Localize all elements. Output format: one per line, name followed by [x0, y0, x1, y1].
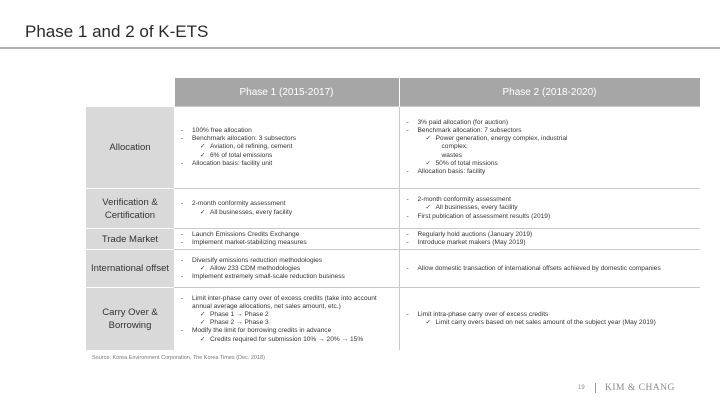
- table-row: [86, 288, 700, 350]
- title-divider: [0, 47, 720, 49]
- list-item: ✓ Aviation, oil refining, cement: [178, 143, 395, 151]
- phase-comparison-table: [86, 78, 701, 350]
- list-item: ✓ Phase 2 → Phase 3: [178, 319, 395, 327]
- header-phase2: Phase 2 (2018-2020): [399, 78, 700, 107]
- bullet-list: [178, 257, 395, 282]
- phase2-cell: [399, 229, 700, 250]
- phase2-cell: [399, 189, 700, 229]
- header-blank: [86, 78, 174, 107]
- list-item: ✓ Phase 1 → Phase 2: [178, 311, 395, 319]
- row-label: International offset: [86, 250, 174, 288]
- bullet-list: [178, 295, 395, 344]
- brand-logo-text: KIM & CHANG: [605, 383, 675, 393]
- list-item: ✓ 6% of total emissions: [178, 152, 395, 160]
- bullet-list: [178, 200, 395, 216]
- page-number: 19: [578, 385, 585, 391]
- phase2-cell: [399, 250, 700, 288]
- list-item: - 100% free allocation: [178, 127, 395, 135]
- list-item: - Introduce market makers (May 2019): [404, 239, 697, 247]
- list-item: - Allow domestic transaction of international offsets achieved by domestic companies: [404, 265, 697, 273]
- list-item: - Benchmark allocation: 7 subsectors: [404, 127, 697, 135]
- list-item: - Allocation basis: facility: [404, 168, 697, 176]
- list-item: ✓ Credits required for submission 10% → 20% → 15%: [178, 336, 395, 344]
- list-item: - 2-month conformity assessment: [178, 200, 395, 208]
- list-item: ✓ All businesses, every facility: [178, 209, 395, 217]
- list-item: wastes: [441, 151, 463, 159]
- table-row: [86, 107, 700, 189]
- list-item: - Launch Emissions Credits Exchange: [178, 231, 395, 239]
- list-item: ✓ 50% of total missions: [404, 160, 697, 168]
- table-body: [86, 107, 700, 350]
- list-item: - Implement market-stabilizing measures: [178, 239, 395, 247]
- list-item: - Limit inter-phase carry over of excess credits (take into account annual average allocations, net sales amount, etc.): [178, 295, 395, 311]
- row-label: Carry Over & Borrowing: [86, 288, 174, 350]
- list-item: - Allocation basis: facility unit: [178, 160, 395, 168]
- phase1-cell: [174, 250, 399, 288]
- bullet-list: [404, 196, 697, 221]
- phase2-cell: [399, 107, 700, 189]
- phase2-cell: [399, 288, 700, 350]
- table-header-row: [86, 78, 700, 107]
- table-row: [86, 229, 700, 250]
- phase1-cell: [174, 189, 399, 229]
- list-item: - 3% paid allocation (for auction): [404, 119, 697, 127]
- table-row: [86, 250, 700, 288]
- bullet-list: [404, 265, 697, 273]
- footer-divider: [595, 383, 596, 393]
- row-label: Trade Market: [86, 229, 174, 250]
- list-item: ✓ All businesses, every facility: [404, 204, 697, 212]
- list-item: - First publication of assessment results (2019): [404, 213, 697, 221]
- list-item: complex,: [441, 143, 468, 151]
- phase1-cell: [174, 288, 399, 350]
- bullet-list: [404, 231, 697, 247]
- row-label: Allocation: [86, 107, 174, 189]
- bullet-list: [404, 311, 697, 327]
- bullet-list: [178, 127, 395, 168]
- bullet-list: [178, 231, 395, 247]
- list-item: - Implement extremely small-scale reduction business: [178, 273, 395, 281]
- table-row: [86, 189, 700, 229]
- list-item: - Regularly hold auctions (January 2019): [404, 231, 697, 239]
- list-item: - Diversify emissions reduction methodologies: [178, 257, 395, 265]
- phase1-cell: [174, 107, 399, 189]
- slide-title: Phase 1 and 2 of K-ETS: [25, 22, 209, 41]
- list-item: - Limit intra-phase carry over of excess credits: [404, 311, 697, 319]
- list-item: ✓ Allow 233 CDM methodologies: [178, 265, 395, 273]
- list-item: ✓ Limit carry overs based on net sales amount of the subject year (May 2019): [404, 319, 697, 327]
- list-item: ✓ Power generation, energy complex, industrial: [404, 135, 697, 143]
- list-item: - Benchmark allocation: 3 subsectors: [178, 135, 395, 143]
- list-item: - Modify the limit for borrowing credits in advance: [178, 327, 395, 335]
- bullet-list: [404, 119, 697, 176]
- header-phase1: Phase 1 (2015-2017): [174, 78, 399, 107]
- list-item: - 2-month conformity assessment: [404, 196, 697, 204]
- row-label: Verification & Certification: [86, 189, 174, 229]
- phase1-cell: [174, 229, 399, 250]
- source-note: Source: Korea Environment Corporation, The Korea Times (Dec. 2018): [92, 355, 265, 361]
